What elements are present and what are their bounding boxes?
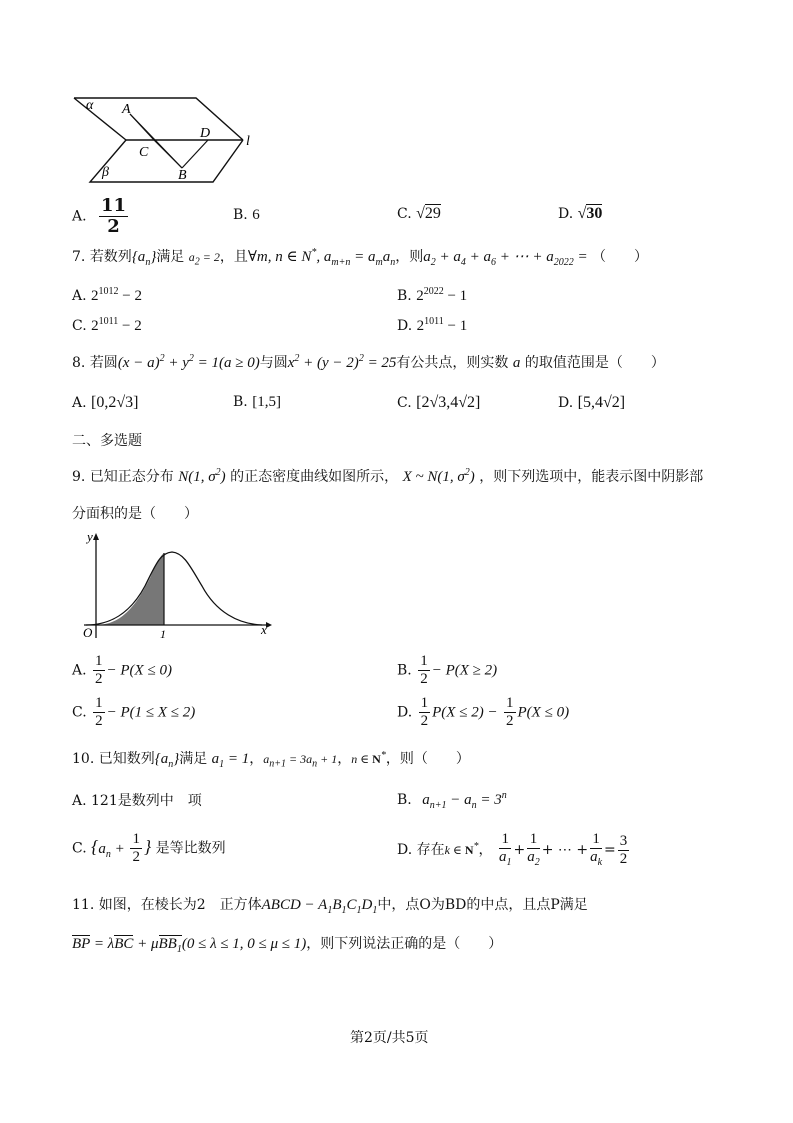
q11-stem-line2: BP = λBC + μBB$_1$(0 ≤ λ ≤ 1, 0 ≤ μ ≤ 1)，则下列说法正确的是（ ） [72, 936, 503, 955]
q7-option-a-letter: A. [72, 288, 87, 304]
q10-option-d-letter: D. [397, 842, 413, 858]
q9-option-d-letter: D. [397, 704, 413, 721]
q11-t2: 中，点O为BD的中点，且点P满足 [377, 897, 588, 913]
q9-option-b-letter: B. [397, 662, 412, 679]
q8-option-d-letter: D. [558, 395, 574, 411]
q7-d-exp: 1011 [424, 316, 444, 327]
q10-stem: 10. 已知数列$\{a_n\}$满足 $a_1 = 1$，$a_{n+1} = 3a_n + 1$，n ∈ N*，则（ ） [72, 750, 470, 770]
normal-curve-figure [80, 528, 280, 643]
q6-option-b-value: 6 [252, 207, 260, 223]
label-beta: β [102, 165, 109, 180]
q10-option-c-text: 是等比数列 [155, 840, 226, 857]
q9-option-b[interactable]: B. $\frac{1}{2}$ − P(X ≥ 2) [397, 653, 498, 687]
label-alpha: α [86, 98, 94, 113]
q9-option-b-expr: − P(X ≥ 2) [431, 662, 498, 679]
q9-option-a-expr: − P(X ≤ 0) [106, 662, 172, 679]
q7-number: 7. [72, 249, 86, 265]
q10-option-b[interactable]: B. $a_{n+1} - a_n = 3^n$ [397, 790, 507, 811]
q7-b-base: 2 [416, 288, 424, 304]
q8-t1: 若圆 [89, 355, 118, 371]
q6-option-d-value: 30 [586, 205, 603, 222]
q8-option-c-value: [2√3,4√2] [416, 394, 481, 411]
q9-option-c[interactable]: C. $\frac{1}{2}$ − P(1 ≤ X ≤ 2) [72, 695, 196, 729]
q11-t3: ，则下列说法正确的是（ ） [306, 936, 503, 952]
graph-label-y: y [87, 529, 93, 544]
q9-option-a-letter: A. [72, 662, 87, 679]
q8-t3: 有公共点，则实数 [396, 355, 509, 371]
q8-number: 8. [72, 355, 86, 371]
q11-number: 11. [72, 897, 95, 913]
q10-option-d-text: 存在 [416, 842, 445, 858]
q7-d-base: 2 [416, 318, 425, 334]
q6-a-denominator: 2 [107, 216, 120, 237]
q9-option-d-expr2: P(X ≤ 0) [517, 704, 570, 721]
q7-option-b[interactable] [397, 286, 467, 305]
shaded-area [96, 553, 164, 625]
q7-t5: （ ） [592, 249, 649, 265]
q11-t1: 如图，在棱长为2 正方体 [98, 897, 262, 913]
q6-option-c-value: 29 [424, 205, 441, 222]
q11-stem-line1: 11. 如图，在棱长为2 正方体ABCD − $A_1B_1C_1D_1$中，点O为BD的中点，且点P满足 [72, 897, 588, 916]
label-b: B [178, 168, 187, 183]
q9-option-d-expr1: P(X ≤ 2) − [432, 704, 498, 721]
q7-option-c[interactable] [72, 316, 142, 335]
graph-label-o: O [83, 625, 93, 640]
q9-option-d[interactable]: D. $\frac{1}{2}$ P(X ≤ 2) − $\frac{1}{2}$ P(X ≤ 0) [397, 695, 570, 729]
q10-t3: ，则（ ） [385, 751, 470, 767]
q10-number: 10. [72, 751, 95, 767]
q9-stem-line2: 分面积的是（ ） [72, 506, 198, 522]
q7-t3: ，且 [219, 249, 248, 265]
q7-option-d-letter: D. [397, 318, 413, 334]
q8-option-b[interactable] [233, 394, 281, 411]
q7-t1: 若数列 [89, 249, 132, 265]
q8-option-d[interactable] [558, 394, 625, 412]
q9-t1: 已知正态分布 [89, 469, 174, 485]
q9-stem-line1: 9. 已知正态分布 N(1, $\sigma^2$) 的正态密度曲线如图所示， X ~ N(1, $\sigma^2$) ，则下列选项中，能表示图中阴影部 [72, 467, 704, 485]
q7-a-exp: 1012 [98, 286, 119, 297]
label-a: A [122, 102, 131, 117]
q10-option-d[interactable]: D. 存在k ∈ N*， $\frac{1}{a_1}$ + $\frac{1}{a_2}$ + ⋯ + $\frac{1}{a_k}$ = $\frac{3}{2}$ [397, 831, 628, 868]
q7-stem: 7. 若数列$\{a_n\}$满足 $a_2 = 2$，且∀m, n ∈ N*, $a_{m+n} = a_ma_n$，则$a_2 + a_4 + a_6$ + ⋯ + $a_{2022}$ = （ ） [72, 247, 649, 268]
q8-option-a-value: [0,2√3] [91, 394, 139, 411]
q8-option-c-letter: C. [397, 395, 412, 411]
q10-t1: 已知数列 [98, 751, 155, 767]
q7-t4: ，则 [395, 249, 424, 265]
q7-option-b-letter: B. [397, 288, 412, 304]
q6-option-d-letter: D. [558, 206, 574, 222]
q7-option-c-letter: C. [72, 318, 87, 334]
q7-a-rest: − 2 [122, 288, 142, 304]
normal-curve [86, 552, 262, 625]
q10-option-c[interactable]: C. {$a_n$ + $\frac{1}{2}$ } 是等比数列 [72, 831, 226, 865]
label-c: C [139, 145, 149, 160]
q6-option-a-letter: A. [72, 208, 87, 225]
two-planes-figure [68, 92, 268, 188]
q7-option-a[interactable] [72, 286, 142, 305]
q8-option-b-letter: B. [233, 394, 248, 410]
section-heading-multiple-choice: 二、多选题 [72, 433, 142, 449]
q9-t3: ，则下列选项中，能表示图中阴影部 [479, 469, 704, 485]
q7-c-exp: 1011 [98, 316, 119, 327]
q9-option-c-expr: − P(1 ≤ X ≤ 2) [106, 704, 196, 721]
q7-t2: 满足 [156, 249, 185, 265]
q8-option-c[interactable] [397, 394, 480, 412]
q10-option-c-letter: C. [72, 840, 87, 857]
label-l: l [246, 134, 250, 149]
q6-option-c-letter: C. [397, 206, 412, 222]
q8-stem: 8. 若圆$(x - a)^2 + y^2 = 1(a \ge 0)$与圆$x^2 + (y - 2)^2 = 25$有公共点，则实数 a 的取值范围是（ ） [72, 353, 665, 371]
q6-option-c[interactable]: C. √29 [397, 205, 441, 222]
q8-option-d-value: [5,4√2] [577, 394, 626, 411]
q8-t2: 与圆 [259, 355, 288, 371]
q7-option-d[interactable] [397, 316, 467, 335]
q6-option-a[interactable] [72, 197, 130, 236]
q7-d-rest: − 1 [447, 318, 468, 334]
q7-b-rest: − 1 [447, 288, 468, 304]
q9-t2: 的正态密度曲线如图所示， [230, 469, 399, 485]
q9-number: 9. [72, 469, 86, 485]
q7-a-base: 2 [91, 288, 99, 304]
q6-a-numerator: 11 [101, 195, 127, 216]
q6-option-b[interactable] [233, 207, 260, 224]
q7-c-base: 2 [91, 318, 99, 334]
q7-b-exp: 2022 [423, 286, 444, 297]
q9-option-a[interactable]: A. $\frac{1}{2}$ − P(X ≤ 0) [72, 653, 172, 687]
q10-option-a[interactable]: A. 121是数列中 项 [72, 793, 202, 809]
q7-c-rest: − 2 [122, 318, 142, 334]
page-footer: 第2页/共5页 [350, 1030, 429, 1046]
q8-option-a[interactable] [72, 394, 138, 412]
q8-option-a-letter: A. [72, 395, 87, 411]
q10-option-b-letter: B. [397, 792, 412, 808]
q10-t2: 满足 [179, 751, 208, 767]
q9-option-c-letter: C. [72, 704, 87, 721]
q6-option-d[interactable]: D. √30 [558, 205, 603, 222]
graph-label-x: x [261, 622, 267, 637]
q6-option-b-letter: B. [233, 207, 248, 223]
q8-t4: 的取值范围是（ ） [524, 355, 665, 371]
graph-label-one: 1 [160, 627, 166, 641]
label-d: D [200, 126, 211, 141]
q8-option-b-value: [1,5] [252, 394, 281, 410]
